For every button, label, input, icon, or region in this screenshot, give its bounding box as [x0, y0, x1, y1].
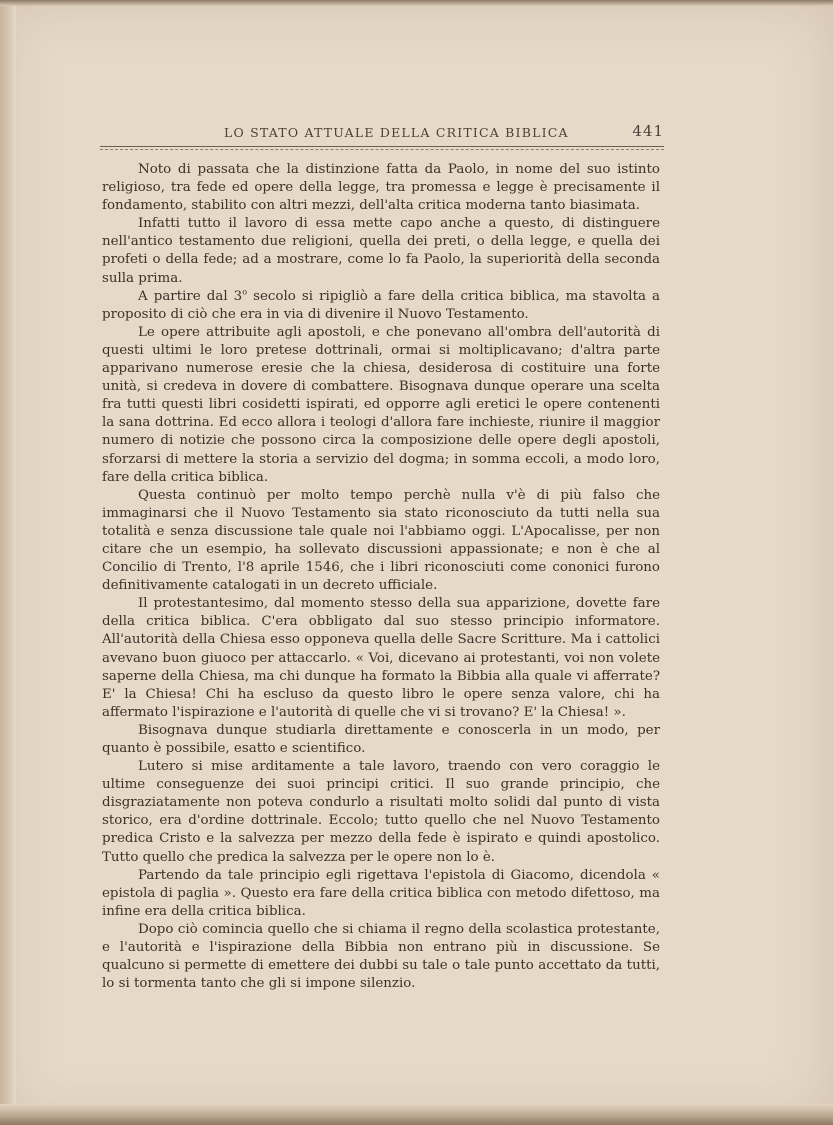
paragraph: Il protestantesimo, dal momento stesso della sua apparizione, dovette fare della critica biblica. C'era obbligato dal suo stesso principio informatore. All'autorità della Chiesa esso opponeva quella delle Sacre Scritture. Ma i cattolici avevano buon giuoco per attaccarlo. « Voi, dicevano ai protestanti, voi non volete saperne della Chiesa, ma chi dunque ha formato la Bibbia alla quale vi afferrate? E' la Chiesa! Chi ha escluso da questo libro le opere senza valore, chi ha affermato l'ispirazione e l'autorità di quelle che vi si trovano? E' la Chiesa! ». [102, 596, 660, 720]
paragraph-text: A partire dal 3 [138, 288, 243, 304]
paragraph: Lutero si mise arditamente a tale lavoro, traendo con vero coraggio le ultime conseguenze dei suoi principi critici. Il suo grande principio, che disgraziatamente non poteva condurlo a risultati molto solidi dal punto di vista storico, era d'ordine dottrinale. Eccolo; tutto quello che nel Nuovo Testamento predica Cristo e la salvezza per mezzo della fede è ispirato e quindi apostolico. Tutto quello che predica la salvezza per le opere non lo è. [102, 759, 660, 865]
running-title: LO STATO ATTUALE DELLA CRITICA BIBLICA [224, 125, 569, 140]
page-left-edge [0, 0, 16, 1125]
ordinal-superscript: o [242, 287, 248, 297]
paragraph-text: secolo si ripigliò a fare della critica biblica, ma stavolta a proposito di ciò che era in via di divenire il Nuovo Testamento. [102, 288, 660, 322]
page-top-edge [0, 0, 833, 6]
header-rule-dashed [100, 149, 664, 150]
paragraph [102, 288, 660, 324]
header-rule [100, 146, 664, 147]
paragraph: Noto di passata che la distinzione fatta da Paolo, in nome del suo istinto religioso, tra fede ed opere della legge, tra promessa e legge è precisamente il fondamento, stabilito con altri mezzi, dell'alta critica moderna tanto biasimata. [102, 162, 660, 214]
paragraph: Partendo da tale principio egli rigettava l'epistola di Giacomo, dicendola « epistola di paglia ». Questo era fare della critica biblica con metodo difettoso, ma infine era della critica biblica. [102, 867, 660, 919]
body-text [102, 161, 660, 993]
paragraph: Questa continuò per molto tempo perchè nulla v'è di più falso che immaginarsi che il Nuovo Testamento sia stato riconosciuto da tutti nella sua totalità e senza discussione tale quale noi l'abbiamo oggi. L'Apocalisse, per non citare che un esempio, ha sollevato discussioni appassionate; e non è che al Concilio di Trento, l'8 aprile 1546, che i libri riconosciuti come cononici furono definitivamente catalogati in un decreto ufficiale. [102, 487, 660, 594]
page-bottom-edge [0, 1104, 833, 1125]
page-number: 441 [632, 122, 664, 140]
paragraph: Dopo ciò comincia quello che si chiama il regno della scolastica protestante, e l'autorità e l'ispirazione della Bibbia non entrano più in discussione. Se qualcuno si permette di emettere dei dubbi su tale o tale punto accettato da tutti, lo si tormenta tanto che gli si impone silenzio. [102, 921, 660, 992]
paragraph: Le opere attribuite agli apostoli, e che ponevano all'ombra dell'autorità di questi ultimi le loro pretese dottrinali, ormai si moltiplicavano; d'altra parte apparivano numerose eresie che la chiesa, desiderosa di costituire una forte unità, si credeva in dovere di combattere. Bisognava dunque operare una scelta fra tutti questi libri cosidetti ispirati, ed opporre agli eretici le opere contenenti la sana dottrina. Ed ecco allora i teologi d'allora fare inchieste, riunire il maggior numero di notizie che possono circa la composizione delle opere degli apostoli, sforzarsi di mettere la storia a servizio del dogma; in somma eccoli, a modo loro, fare della critica biblica. [102, 324, 660, 485]
paragraph: Bisognava dunque studiarla direttamente e conoscerla in un modo, per quanto è possibile, esatto e scientifico. [102, 722, 660, 756]
paragraph: Infatti tutto il lavoro di essa mette capo anche a questo, di distinguere nell'antico testamento due religioni, quella dei preti, o della legge, e quella dei profeti o della fede; ad a mostrare, come lo fa Paolo, la superiorità della seconda sulla prima. [102, 216, 660, 286]
page-header [100, 122, 664, 144]
